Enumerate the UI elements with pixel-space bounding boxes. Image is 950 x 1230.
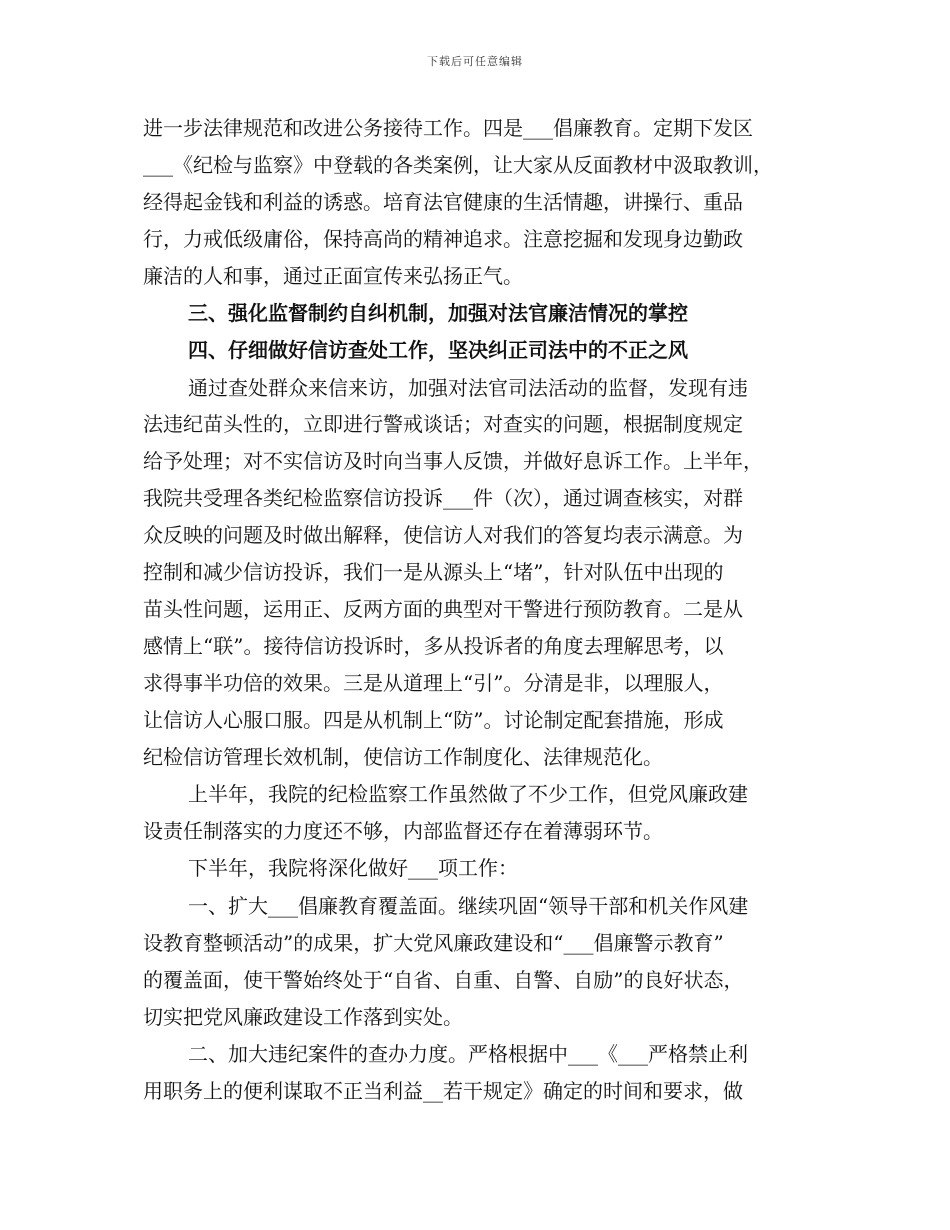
text-line xyxy=(0,850,950,886)
text-line xyxy=(0,110,950,146)
text-line xyxy=(0,258,950,294)
text-line-content: 通过查处群众来信来访，加强对法官司法活动的监督，发现有违 xyxy=(188,376,748,400)
page-header: 下载后可任意编辑 xyxy=(427,55,523,68)
text-line-content: 上半年，我院的纪检监察工作虽然做了不少工作，但党风廉政建 xyxy=(188,782,748,806)
text-line-content: 行，力戒低级庸俗，保持高尚的精神追求。注意挖掘和发现身边勤政 xyxy=(143,227,743,251)
text-line xyxy=(0,554,950,590)
text-line-content: 设教育整顿活动”的成果，扩大党风廉政建设和“___倡廉警示教育” xyxy=(143,931,724,955)
text-line-content: 给予处理；对不实信访及时向当事人反馈，并做好息诉工作。上半年， xyxy=(143,449,763,473)
text-line-content: 感情上“联”。接待信访投诉时，多从投诉者的角度去理解思考，以 xyxy=(143,634,724,658)
text-line xyxy=(0,776,950,812)
section-heading xyxy=(0,295,950,331)
text-line-content: 求得事半功倍的效果。三是从道理上“引”。分清是非，以理服人， xyxy=(143,671,724,695)
text-line xyxy=(0,147,950,183)
text-line-content: 纪检信访管理长效机制，使信访工作制度化、法律规范化。 xyxy=(143,745,663,769)
heading-text: 三、强化监督制约自纠机制，加强对法官廉洁情况的掌控 xyxy=(188,301,688,325)
text-line xyxy=(0,739,950,775)
text-line-content: 苗头性问题，运用正、反两方面的典型对干警进行预防教育。二是从 xyxy=(143,597,743,621)
text-line-content: 用职务上的便利谋取不正当利益__若干规定》确定的时间和要求，做 xyxy=(143,1079,743,1103)
text-line xyxy=(0,443,950,479)
text-line xyxy=(0,813,950,849)
heading-text: 四、仔细做好信访查处工作，坚决纠正司法中的不正之风 xyxy=(188,338,688,362)
text-line-content: 进一步法律规范和改进公务接待工作。四是___倡廉教育。定期下发区 xyxy=(143,116,753,140)
section-heading xyxy=(0,332,950,368)
text-line xyxy=(0,925,950,961)
text-line-content: 切实把党风廉政建设工作落到实处。 xyxy=(143,1005,463,1029)
text-line xyxy=(0,962,950,998)
text-line xyxy=(0,999,950,1035)
text-line xyxy=(0,888,950,924)
text-line-content: 下半年，我院将深化做好___项工作： xyxy=(188,856,518,880)
text-line xyxy=(0,406,950,442)
text-line xyxy=(0,1073,950,1109)
text-line xyxy=(0,480,950,516)
text-line-content: 控制和减少信访投诉，我们一是从源头上“堵”，针对队伍中出现的 xyxy=(143,560,724,584)
text-line xyxy=(0,702,950,738)
text-line-content: 设责任制落实的力度还不够，内部监督还存在着薄弱环节。 xyxy=(143,819,663,843)
text-line xyxy=(0,517,950,553)
text-line-content: 法违纪苗头性的，立即进行警戒谈话；对查实的问题，根据制度规定 xyxy=(143,412,743,436)
text-line xyxy=(0,221,950,257)
text-line xyxy=(0,184,950,220)
text-line-content: 二、加大违纪案件的查办力度。严格根据中___《___严格禁止利 xyxy=(188,1042,748,1066)
text-line xyxy=(0,665,950,701)
text-line-content: 我院共受理各类纪检监察信访投诉___件（次），通过调查核实，对群 xyxy=(143,486,743,510)
text-line-content: 众反映的问题及时做出解释，使信访人对我们的答复均表示满意。为 xyxy=(143,523,743,547)
text-line-content: 的覆盖面，使干警始终处于“自省、自重、自警、自励”的良好状态， xyxy=(143,968,744,992)
text-line-content: 一、扩大___倡廉教育覆盖面。继续巩固“领导干部和机关作风建 xyxy=(188,894,749,918)
text-line xyxy=(0,1036,950,1072)
text-line xyxy=(0,370,950,406)
text-line xyxy=(0,628,950,664)
text-line xyxy=(0,591,950,627)
text-line-content: ___《纪检与监察》中登载的各类案例，让大家从反面教材中汲取教训， xyxy=(143,153,773,177)
text-line-content: 廉洁的人和事，通过正面宣传来弘扬正气。 xyxy=(143,264,523,288)
text-line-content: 经得起金钱和利益的诱惑。培育法官健康的生活情趣，讲操行、重品 xyxy=(143,190,743,214)
text-line-content: 让信访人心服口服。四是从机制上“防”。讨论制定配套措施，形成 xyxy=(143,708,724,732)
